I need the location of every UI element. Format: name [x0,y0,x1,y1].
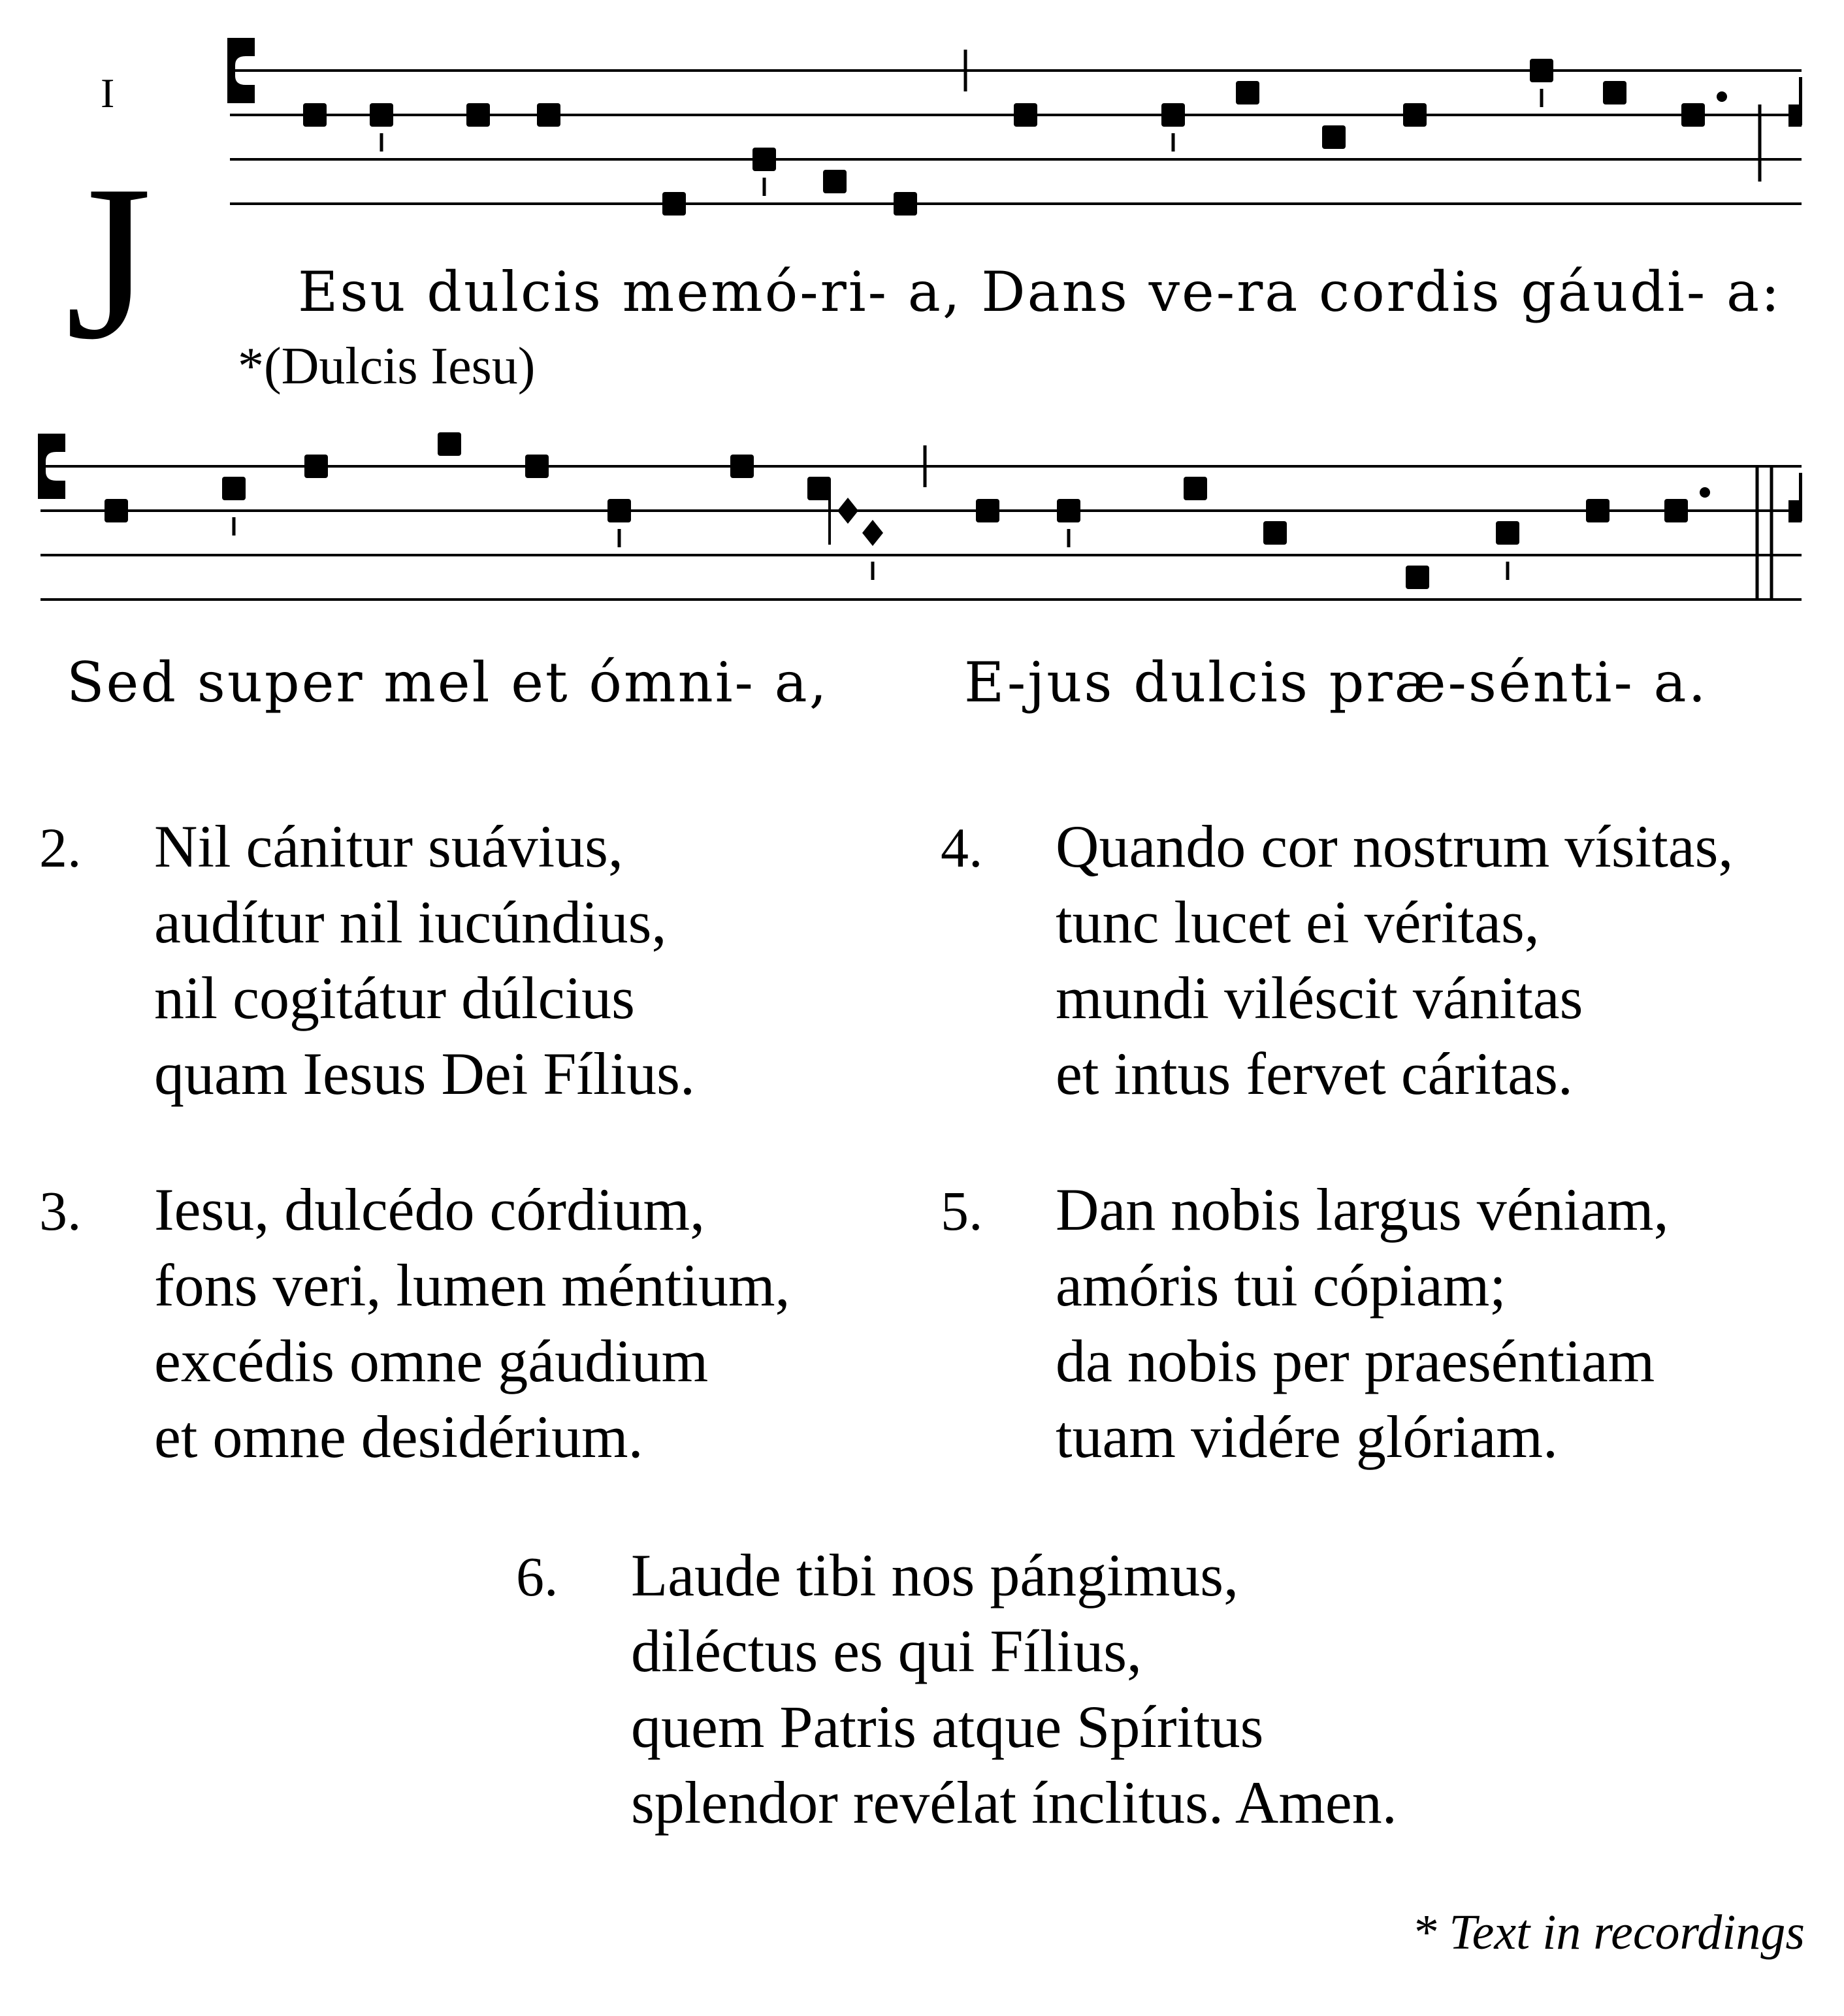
verse-line: Quando cor nostrum vísitas, [1056,813,1734,880]
staff-1 [0,0,1844,274]
verse-line: Laude tibi nos pángimus, [631,1542,1239,1608]
verse-line: excédis omne gáudium [154,1328,709,1394]
verse-line: et intus fervet cáritas. [1056,1040,1573,1107]
verse-line: tuam vidére glóriam. [1056,1403,1558,1470]
custos-icon [1788,473,1802,522]
double-bar [1757,466,1771,600]
neumes-1 [303,59,1727,216]
staff-2 [0,405,1844,614]
verse-line: Nil cánitur suávius, [154,813,623,880]
verse-line: amóris tui cópiam; [1056,1252,1506,1319]
stanza-number: 2. [39,816,82,879]
verse-line: tunc lucet ei véritas, [1056,889,1540,955]
verse-line: diléctus es qui Fílius, [631,1618,1142,1684]
verse-line: nil cogitátur dúlcius [154,965,635,1031]
initial-letter: J [65,139,152,385]
stanza-number: 5. [941,1179,983,1242]
verse-line: quem Patris atque Spíritus [631,1693,1264,1760]
verse-line: et omne desidérium. [154,1403,643,1470]
mode-label: I [101,70,115,116]
footnote: * Text in recordings [1412,1905,1805,1960]
custos-icon [1788,77,1802,127]
verse-line: quam Iesus Dei Fílius. [154,1040,695,1107]
lyric-line-2a: Sed super mel et ómni- a, [67,650,829,714]
verse-line: fons veri, lumen méntium, [154,1252,790,1319]
stanza-number: 3. [39,1179,82,1242]
recording-text: *(Dulcis Iesu) [238,338,536,395]
staff-2-lines [40,466,1802,600]
lyric-line-1: Esu dulcis memó-ri- a, Dans ve-ra cordis gáudi- a: [298,260,1782,324]
verse-line: audítur nil iucúndius, [154,889,667,955]
verse-line: splendor revélat ínclitus. Amen. [631,1769,1397,1836]
stanza-number: 6. [516,1545,558,1608]
verse-line: Dan nobis largus véniam, [1056,1176,1669,1243]
stanza-number: 4. [941,816,983,879]
verse-line: mundi viléscit vánitas [1056,965,1583,1031]
verse-line: da nobis per praeséntiam [1056,1328,1655,1394]
lyric-line-2b: E-jus dulcis præ-sénti- a. [964,650,1708,714]
staff-1-lines [230,71,1802,204]
verse-line: Iesu, dulcédo córdium, [154,1176,705,1243]
